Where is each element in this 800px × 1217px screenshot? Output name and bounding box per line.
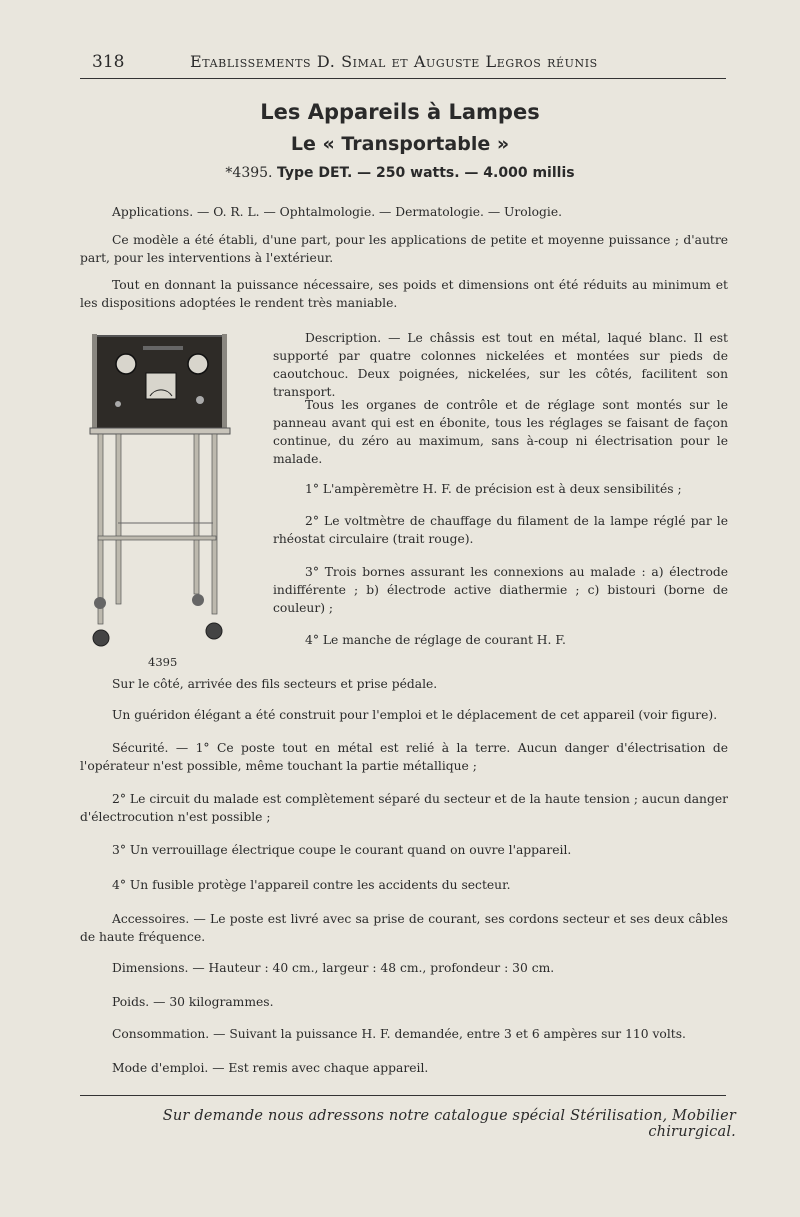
section-title: Les Appareils à Lampes xyxy=(260,100,540,124)
gueridon-text: Un guéridon élégant a été construit pour l'emploi et le déplacement de cet appareil (voir figure). xyxy=(112,708,718,722)
catalog-ref: *4395. xyxy=(225,165,273,181)
page-number: 318 xyxy=(92,52,125,72)
intro-paragraph-2: Tout en donnant la puissance nécessaire, ses poids et dimensions ont été réduits au minimum et les dispositions adoptées le rendent très maniable. xyxy=(80,278,728,310)
description-paragraph-1: Description. — Le châssis est tout en métal, laqué blanc. Il est supporté par quatre colonnes nickelées et montées sur pieds de caoutchouc. Deux poignées, nickelées, sur les côtés, facilitent son transport. xyxy=(273,331,728,399)
accessories-text: Accessoires. — Le poste est livré avec sa prise de courant, ses cordons secteur et ses deux câbles de haute fréquence. xyxy=(80,912,728,944)
footer-rule xyxy=(80,1095,726,1096)
consumption-text: Consommation. — Suivant la puissance H. F. demandée, entre 3 et 6 ampères sur 110 volts. xyxy=(112,1027,686,1041)
catalogue-note: Sur demande nous adressons notre catalogue spécial Stérilisation, Mobilier chirurgical. xyxy=(162,1108,736,1140)
usage-text: Mode d'emploi. — Est remis avec chaque appareil. xyxy=(112,1061,429,1075)
figure-caption: 4395 xyxy=(148,655,178,669)
safety-1-text: Sécurité. — 1° Ce poste tout en métal est relié à la terre. Aucun danger d'électrisation de l'opérateur n'est possible, même touchant la partie métallique ; xyxy=(80,741,728,773)
weight-text: Poids. — 30 kilogrammes. xyxy=(112,995,274,1009)
description-item-1: 1° L'ampèremètre H. F. de précision est à deux sensibilités ; xyxy=(305,482,682,496)
safety-4-text: 4° Un fusible protège l'appareil contre les accidents du secteur. xyxy=(112,878,511,892)
product-title: Le « Transportable » xyxy=(290,133,510,155)
product-type-line xyxy=(0,165,800,181)
header-rule xyxy=(80,78,726,79)
description-item-2: 2° Le voltmètre de chauffage du filament de la lampe réglé par le rhéostat circulaire (trait rouge). xyxy=(273,514,728,546)
description-item-3: 3° Trois bornes assurant les connexions au malade : a) électrode indifférente ; b) électrode active diathermie ; c) bistouri (borne de couleur) ; xyxy=(273,565,728,615)
safety-2-text: 2° Le circuit du malade est complètement séparé du secteur et de la haute tension ; aucun danger d'électrocution n'est possible ; xyxy=(80,792,728,824)
running-title: Etablissements D. Simal et Auguste Legros réunis xyxy=(190,52,598,71)
side-connections-text: Sur le côté, arrivée des fils secteurs et prise pédale. xyxy=(112,677,438,691)
description-paragraph-2: Tous les organes de contrôle et de réglage sont montés sur le panneau avant qui est en ébonite, tous les réglages se faisant de façon continue, du zéro au maximum, sans à-coup ni électrisation pour le malade. xyxy=(273,398,728,466)
intro-paragraph-1: Ce modèle a été établi, d'une part, pour les applications de petite et moyenne puissance ; d'autre part, pour les interventions à l'extérieur. xyxy=(80,233,728,265)
apparatus-illustration xyxy=(88,328,233,653)
dimensions-text: Dimensions. — Hauteur : 40 cm., largeur : 48 cm., profondeur : 30 cm. xyxy=(112,961,555,975)
product-spec: Type DET. — 250 watts. — 4.000 millis xyxy=(276,165,575,181)
description-item-4: 4° Le manche de réglage de courant H. F. xyxy=(305,633,566,647)
applications-text: Applications. — O. R. L. — Ophtalmologie. — Dermatologie. — Urologie. xyxy=(112,205,563,219)
safety-3-text: 3° Un verrouillage électrique coupe le courant quand on ouvre l'appareil. xyxy=(112,843,572,857)
